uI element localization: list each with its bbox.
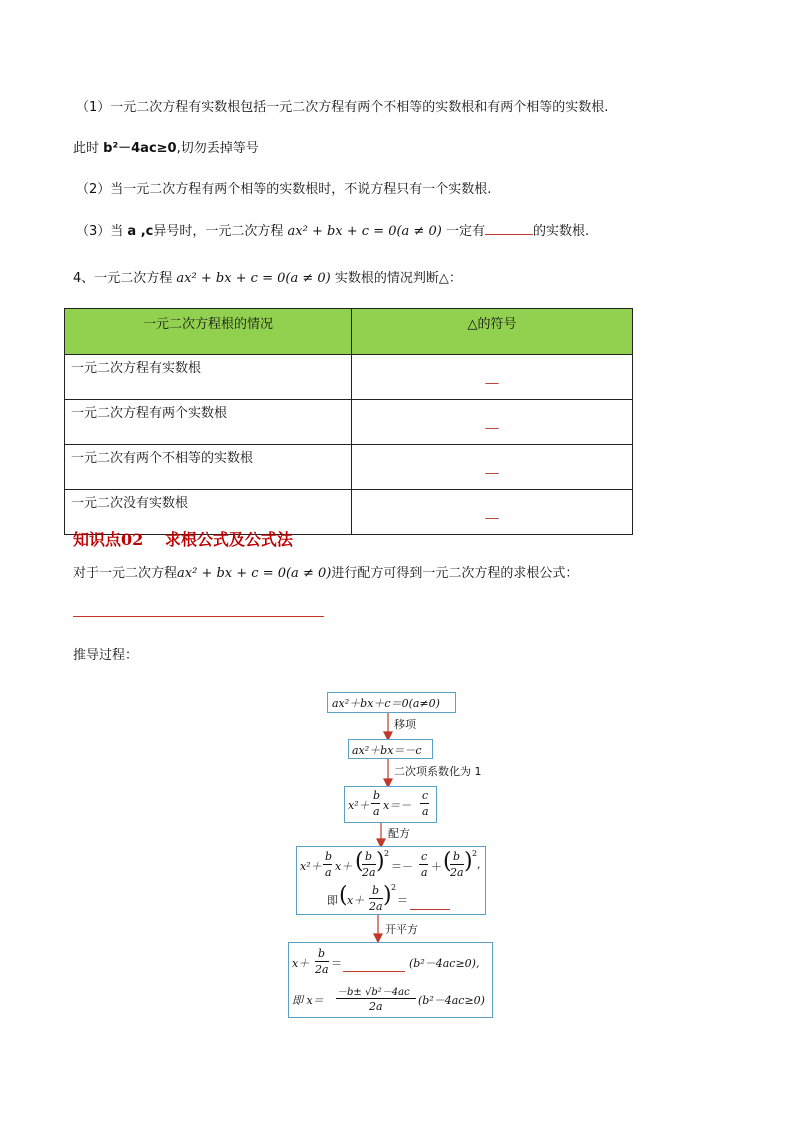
exponent: 2 xyxy=(391,883,397,892)
arrow-head xyxy=(374,934,382,942)
section-title: 知识点02 求根公式及公式法 xyxy=(73,530,293,549)
step-label-complete-square: 配方 xyxy=(388,827,410,840)
frac-den: a xyxy=(325,866,332,879)
frac-bar xyxy=(336,998,416,999)
note-3-ac: a ,c xyxy=(127,224,154,239)
note-3-equation: ax² + bx + c = 0(a ≠ 0) xyxy=(287,224,442,239)
comma: , xyxy=(477,858,481,871)
flow-box-4-r: ＝－ xyxy=(391,860,413,873)
frac-bar xyxy=(323,864,332,865)
item-4-equation: ax² + bx + c = 0(a ≠ 0) xyxy=(176,271,331,286)
frac-num: c xyxy=(422,789,429,802)
frac-den: 2a xyxy=(450,866,464,879)
frac-den: a xyxy=(373,805,380,818)
note-3-prefix: （3）当 xyxy=(76,224,128,239)
flow-box-5-r: (b²－4ac≥0), xyxy=(409,957,480,970)
note-1b-suffix: ,切勿丢掉等号 xyxy=(176,141,259,156)
frac-bar xyxy=(450,864,464,865)
flow-box-equation xyxy=(327,692,456,713)
paren: ) xyxy=(464,849,473,874)
flow-box-3-right: x＝－ xyxy=(383,799,412,812)
flow-box-completed xyxy=(296,846,486,915)
section-intro-prefix: 对于一元二次方程 xyxy=(73,566,178,581)
note-3-mid: 异号时，一元二次方程 xyxy=(153,224,284,239)
note-1: （1）一元二次方程有实数根包括一元二次方程有两个不相等的实数根和有两个相等的实数根. xyxy=(76,100,609,115)
flow-box-4-eq: ＝ xyxy=(397,894,408,907)
flow-box-2-text: ax²＋bx＝－c xyxy=(352,744,422,757)
item-4-prefix: 4、一元二次方程 xyxy=(73,271,173,286)
flow-box-1-text: ax²＋bx＋c＝0(a≠0) xyxy=(332,697,440,710)
table-cell-sign-blank[interactable]: __ xyxy=(352,445,633,490)
section-intro-equation: ax² + bx + c = 0(a ≠ 0) xyxy=(177,566,332,581)
note-3-suffix: 的实数根. xyxy=(532,224,590,239)
frac-den-formula: 2a xyxy=(369,1000,383,1013)
frac-bar xyxy=(371,803,380,804)
flow-box-4-e: ＋ xyxy=(431,860,442,873)
exponent: 2 xyxy=(384,849,390,858)
table-cell-case: 一元二次有两个不相等的实数根 xyxy=(65,445,352,490)
table-cell-case: 一元二次方程有实数根 xyxy=(65,355,352,400)
section-intro-suffix: 进行配方可得到一元二次方程的求根公式： xyxy=(331,566,579,581)
frac-den: a xyxy=(422,805,429,818)
flow-box-5-l: x＋ xyxy=(292,957,310,970)
frac-num: b xyxy=(318,947,326,960)
frac-den: 2a xyxy=(369,900,383,913)
paren: ( xyxy=(355,849,364,874)
frac-num: b xyxy=(325,850,333,863)
step-label-move: 移项 xyxy=(394,718,416,731)
frac-num: c xyxy=(421,850,428,863)
frac-bar xyxy=(419,864,428,865)
flow-box-5-line2-r: (b²－4ac≥0) xyxy=(418,994,485,1007)
frac-num: b xyxy=(453,850,461,863)
derivation-blank-1[interactable] xyxy=(410,909,450,910)
table-cell-case: 一元二次方程有两个实数根 xyxy=(65,400,352,445)
step-label-sqrt: 开平方 xyxy=(385,923,418,936)
note-1b-prefix: 此时 xyxy=(73,141,104,156)
flow-box-5-m: ＝ xyxy=(331,957,342,970)
x-var: x＋ xyxy=(347,894,365,907)
flow-box-result xyxy=(288,942,493,1018)
table-cell-sign-blank[interactable]: __ xyxy=(352,490,633,535)
table-header-sign: △的符号 xyxy=(352,309,633,355)
frac-num-formula: －b± √b²－4ac xyxy=(337,987,410,998)
table-cell-sign-blank[interactable]: __ xyxy=(352,400,633,445)
flow-box-4-ji: 即 xyxy=(327,894,338,907)
flow-box-normalized xyxy=(344,786,437,823)
frac-den: 2a xyxy=(362,866,376,879)
frac-den: 2a xyxy=(315,963,329,976)
paren: ( xyxy=(443,849,452,874)
frac-bar xyxy=(369,898,383,899)
paren: ( xyxy=(339,883,348,908)
derivation-blank-2[interactable] xyxy=(343,971,405,972)
frac-num: b xyxy=(372,884,380,897)
flow-box-4-m: x＋ xyxy=(335,860,353,873)
table-cell-sign-blank[interactable]: __ xyxy=(352,355,633,400)
table-header-case: 一元二次方程根的情况 xyxy=(65,309,352,355)
flow-box-moved xyxy=(348,739,433,759)
note-3-after: 一定有 xyxy=(445,224,485,239)
flow-box-3-left: x²＋ xyxy=(348,799,370,812)
derivation-label: 推导过程： xyxy=(73,648,139,663)
frac-bar xyxy=(315,961,329,962)
flow-box-4-l: x²＋ xyxy=(300,860,322,873)
note-1b-formula: b²－4ac≥0 xyxy=(103,141,177,156)
frac-bar xyxy=(420,803,429,804)
exponent: 2 xyxy=(472,849,478,858)
frac-den: a xyxy=(421,866,428,879)
paren: ) xyxy=(376,849,385,874)
frac-num: b xyxy=(365,850,373,863)
step-label-normalize: 二次项系数化为 1 xyxy=(394,765,482,778)
frac-bar xyxy=(362,864,376,865)
table-cell-case: 一元二次没有实数根 xyxy=(65,490,352,535)
note-2: （2）当一元二次方程有两个相等的实数根时，不说方程只有一个实数根. xyxy=(76,182,492,197)
frac-num: b xyxy=(373,789,381,802)
flow-box-5-line2-l: 即 x＝ xyxy=(292,994,324,1007)
item-4-suffix: 实数根的情况判断△： xyxy=(334,271,462,286)
paren: ) xyxy=(383,883,392,908)
